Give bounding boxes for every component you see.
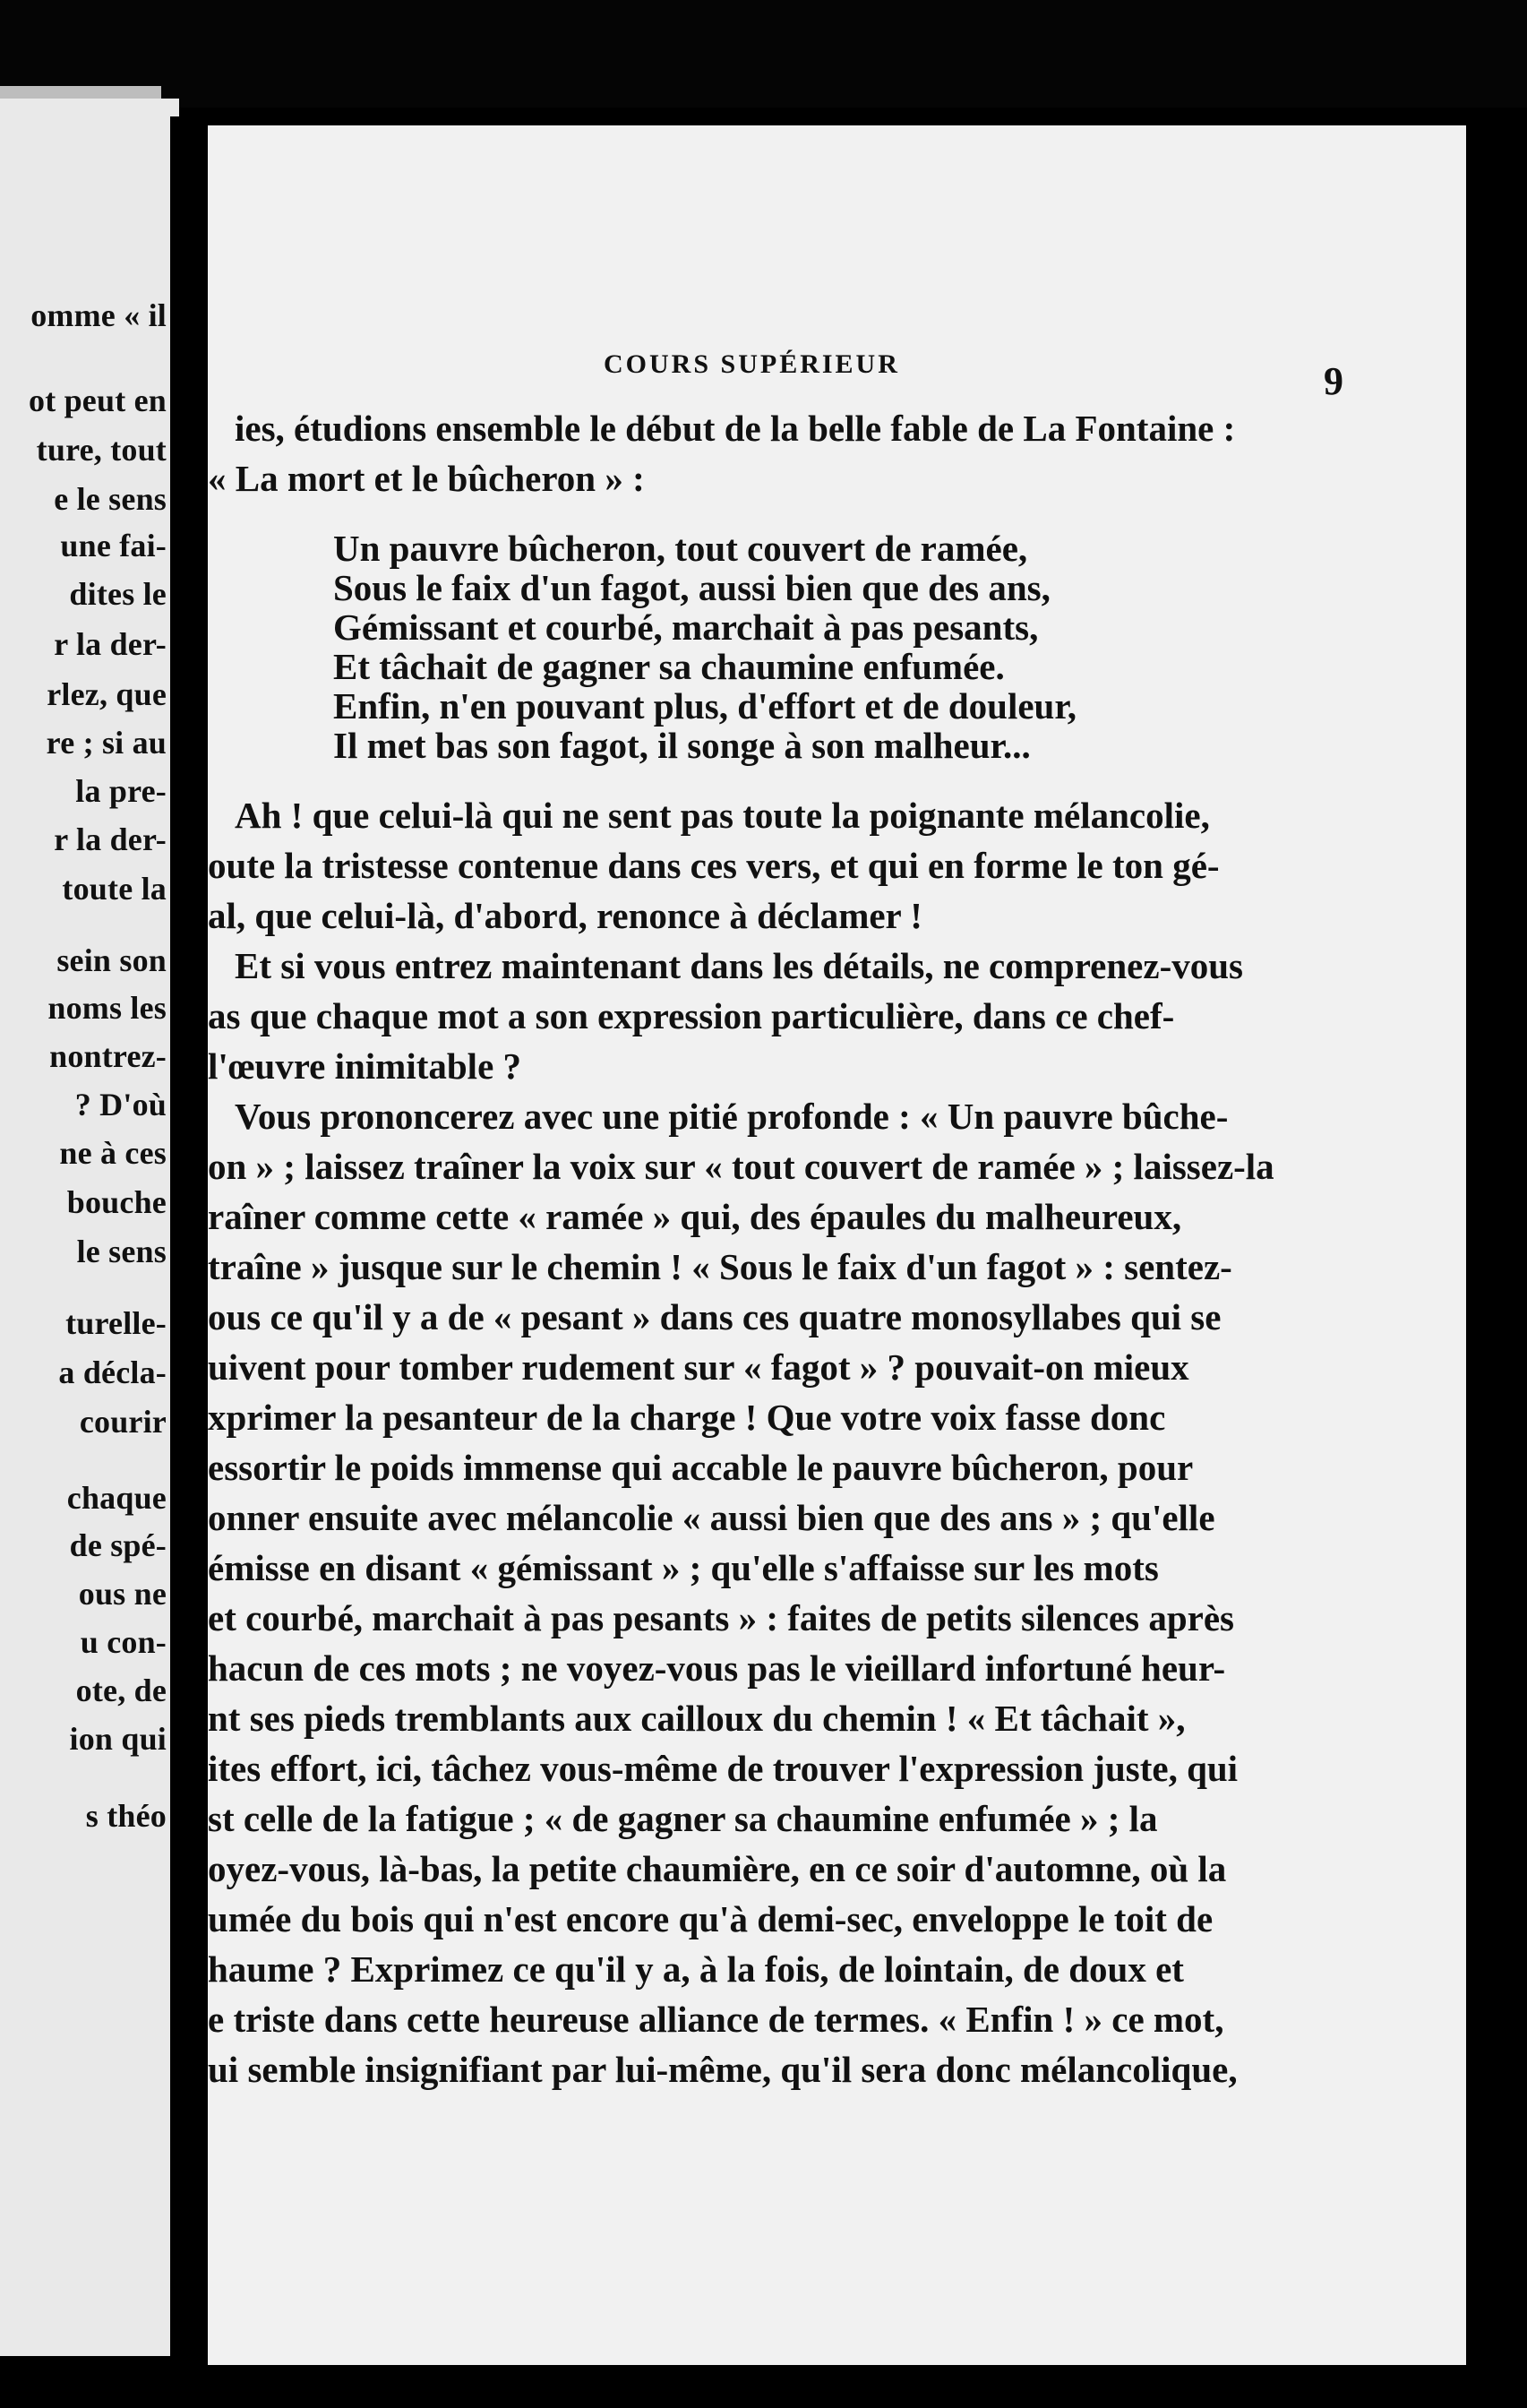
- scan-top-edge: [0, 0, 1527, 108]
- left-page-text-fragment: e le sens: [54, 481, 167, 517]
- text-line: l'œuvre inimitable ?: [208, 1045, 522, 1087]
- text-line: et courbé, marchait à pas pesants » : faites de petits silences après: [208, 1597, 1234, 1638]
- left-page-text-fragment: ture, tout: [36, 432, 167, 468]
- page-number: 9: [1324, 359, 1343, 403]
- left-page-text-fragment: de spé-: [69, 1527, 167, 1563]
- left-page-text-fragment: ote, de: [75, 1673, 167, 1708]
- text-line: al, que celui-là, d'abord, renonce à déclamer !: [208, 895, 922, 936]
- text-line: oyez-vous, là-bas, la petite chaumière, en ce soir d'automne, où la: [208, 1848, 1227, 1889]
- left-page-text-fragment: nontrez-: [49, 1038, 167, 1074]
- left-page-text-fragment: re ; si au: [46, 725, 167, 761]
- left-page-text-fragment: ot peut en: [29, 383, 167, 418]
- text-line: Vous prononcerez avec une pitié profonde : « Un pauvre bûche-: [235, 1096, 1229, 1137]
- text-line: ites effort, ici, tâchez vous-même de trouver l'expression juste, qui: [208, 1748, 1239, 1789]
- left-page-text-fragment: bouche: [66, 1184, 167, 1220]
- left-page-text-fragment: r la der-: [54, 626, 167, 662]
- text-line: ies, étudions ensemble le début de la belle fable de La Fontaine :: [235, 408, 1236, 449]
- verse-line: Il met bas son fagot, il songe à son malheur...: [333, 725, 1031, 766]
- text-line: xprimer la pesanteur de la charge ! Que votre voix fasse donc: [208, 1397, 1166, 1438]
- verse-line: Enfin, n'en pouvant plus, d'effort et de douleur,: [333, 685, 1077, 727]
- page-body: [208, 403, 1462, 2094]
- text-line: nt ses pieds tremblants aux cailloux du chemin ! « Et tâchait »,: [208, 1698, 1186, 1739]
- text-line: oute la tristesse contenue dans ces vers, et qui en forme le ton gé-: [208, 845, 1220, 886]
- left-page-text-fragment: u con-: [80, 1624, 167, 1660]
- main-page: [208, 125, 1466, 2365]
- text-line: Ah ! que celui-là qui ne sent pas toute la poignante mélancolie,: [235, 795, 1210, 836]
- text-line: traîne » jusque sur le chemin ! « Sous le faix d'un fagot » : sentez-: [208, 1246, 1232, 1287]
- left-page-text-fragment: toute la: [62, 871, 167, 907]
- left-page-text-fragment: ous ne: [78, 1576, 167, 1612]
- left-page-text-fragment: s théo: [85, 1798, 167, 1834]
- left-page-text-fragment: dites le: [69, 576, 167, 612]
- left-page-text-fragment: a décla-: [58, 1354, 167, 1390]
- text-line: onner ensuite avec mélancolie « aussi bien que des ans » ; qu'elle: [208, 1497, 1215, 1538]
- text-line: e triste dans cette heureuse alliance de termes. « Enfin ! » ce mot,: [208, 1999, 1224, 2040]
- book-binding-shadow: [170, 116, 208, 2408]
- text-line: ui semble insignifiant par lui-même, qu'il sera donc mélancolique,: [208, 2049, 1238, 2090]
- left-page-text-fragment: sein son: [56, 942, 167, 978]
- text-line: raîner comme cette « ramée » qui, des épaules du malheureux,: [208, 1196, 1182, 1237]
- left-page-text-fragment: ? D'où: [74, 1087, 167, 1122]
- text-line: on » ; laissez traîner la voix sur « tout couvert de ramée » ; laissez-la: [208, 1146, 1274, 1187]
- running-head: COURS SUPÉRIEUR: [604, 349, 900, 379]
- left-page-text-fragment: une fai-: [60, 528, 167, 563]
- left-page-text-fragment: chaque: [66, 1480, 167, 1516]
- text-line: hacun de ces mots ; ne voyez-vous pas le vieillard infortuné heur-: [208, 1647, 1226, 1689]
- text-line: essortir le poids immense qui accable le pauvre bûcheron, pour: [208, 1447, 1194, 1488]
- text-line: « La mort et le bûcheron » :: [208, 458, 645, 499]
- left-page-text-fragment: ion qui: [69, 1721, 167, 1757]
- text-line: umée du bois qui n'est encore qu'à demi-sec, enveloppe le toit de: [208, 1898, 1214, 1939]
- text-line: Et si vous entrez maintenant dans les détails, ne comprenez-vous: [235, 945, 1243, 986]
- left-page-text-fragment: omme « il: [30, 297, 167, 333]
- left-page-fragment: [0, 99, 179, 2356]
- text-line: st celle de la fatigue ; « de gagner sa chaumine enfumée » ; la: [208, 1798, 1158, 1839]
- paragraph-block: [208, 790, 1462, 2094]
- left-page-text-fragment: ne à ces: [59, 1135, 167, 1171]
- left-page-text-fragment: noms les: [47, 990, 167, 1026]
- left-page-text-fragment: rlez, que: [47, 676, 167, 712]
- left-page-text-fragment: r la der-: [54, 821, 167, 857]
- text-line: haume ? Exprimez ce qu'il y a, à la fois, de lointain, de doux et: [208, 1948, 1184, 1990]
- text-line: as que chaque mot a son expression particulière, dans ce chef-: [208, 995, 1175, 1036]
- left-page-text-fragment: la pre-: [75, 773, 167, 809]
- left-page-text-fragment: courir: [79, 1404, 167, 1440]
- verse-line: Et tâchait de gagner sa chaumine enfumée.: [333, 646, 1005, 687]
- text-line: émisse en disant « gémissant » ; qu'elle s'affaisse sur les mots: [208, 1547, 1159, 1588]
- text-line: uivent pour tomber rudement sur « fagot » ? pouvait-on mieux: [208, 1346, 1189, 1388]
- verse-line: Un pauvre bûcheron, tout couvert de ramée,: [333, 528, 1028, 569]
- verse-line: Sous le faix d'un fagot, aussi bien que des ans,: [333, 567, 1051, 608]
- left-page-text-fragment: turelle-: [65, 1305, 167, 1341]
- text-line: ous ce qu'il y a de « pesant » dans ces quatre monosyllabes qui se: [208, 1296, 1222, 1337]
- verse-line: Gémissant et courbé, marchait à pas pesants,: [333, 606, 1039, 648]
- left-page-text-fragment: le sens: [76, 1234, 167, 1269]
